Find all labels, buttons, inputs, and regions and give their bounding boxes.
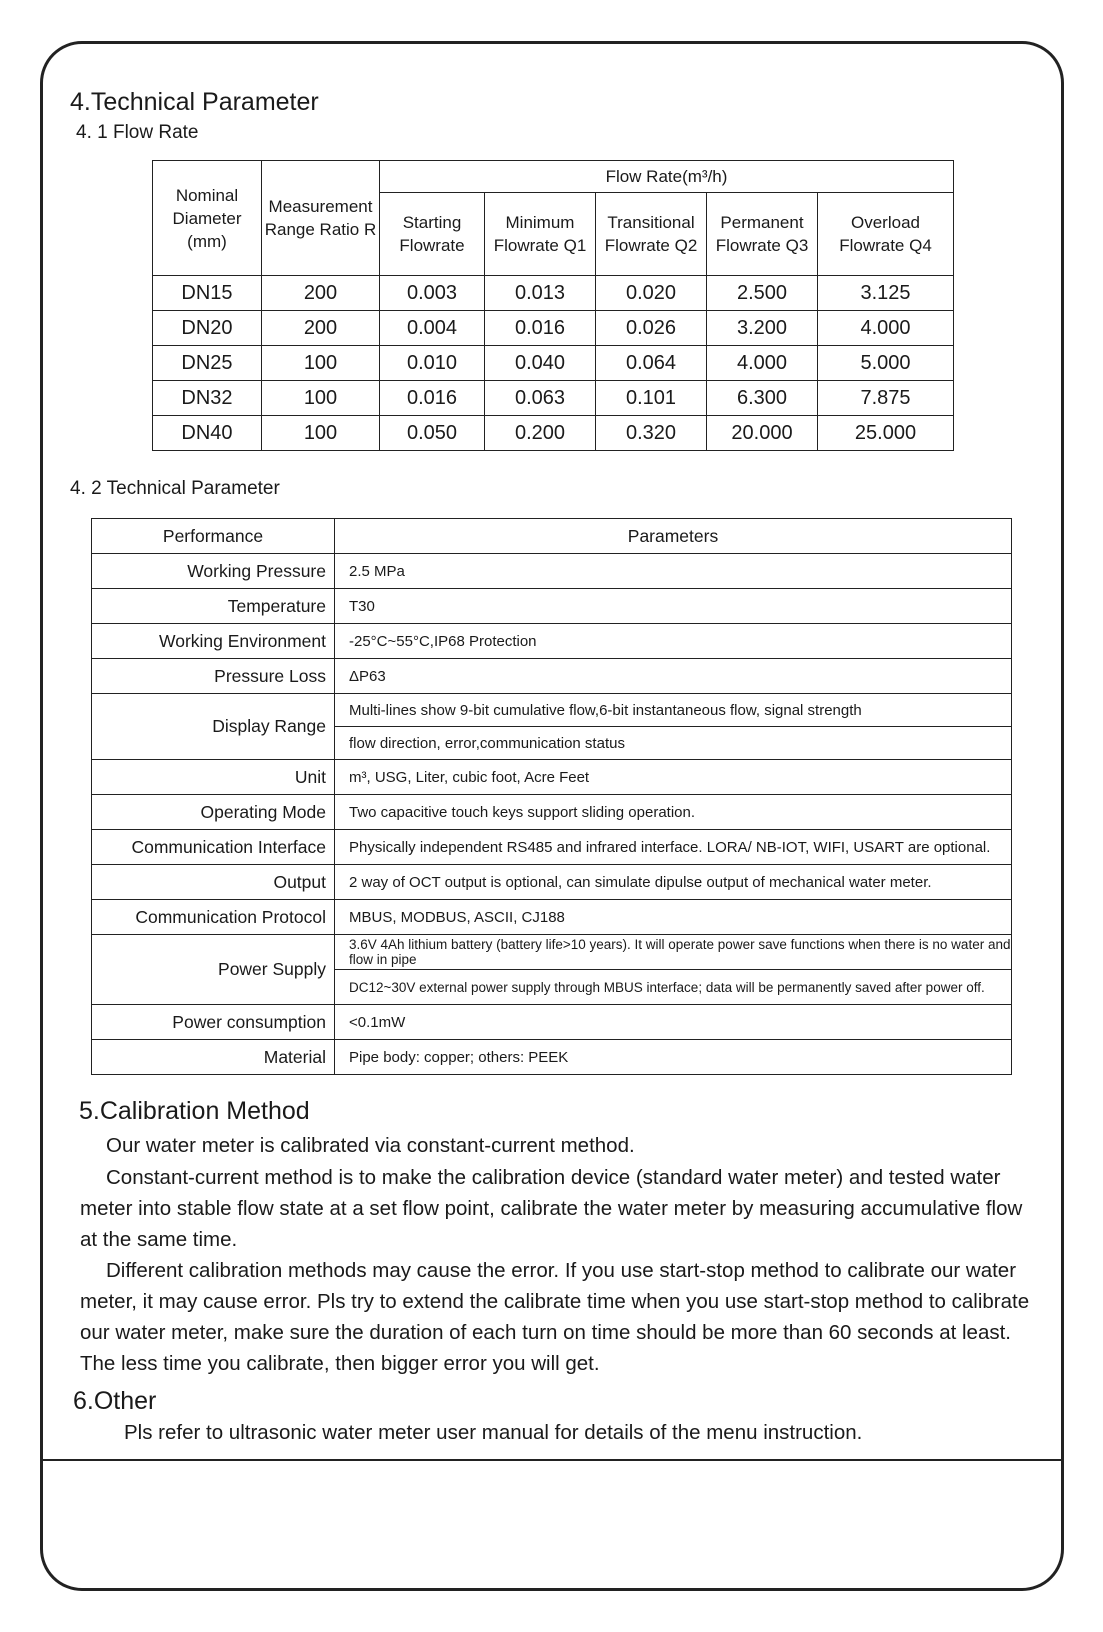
row-value: -25°C~55°C,IP68 Protection (335, 624, 1012, 659)
table-row (92, 900, 1012, 935)
row-label: Temperature (92, 589, 335, 624)
table-cell: 0.026 (596, 311, 707, 346)
row-label: Communication Interface (92, 830, 335, 865)
table-cell: DN40 (153, 416, 262, 451)
table-cell: 0.063 (485, 381, 596, 416)
table-cell: 0.016 (380, 381, 485, 416)
table-cell: 4.000 (818, 311, 954, 346)
header-overload-flowrate: Overload Flowrate Q4 (818, 193, 954, 276)
table-row (153, 276, 954, 311)
row-value: <0.1mW (335, 1005, 1012, 1040)
paragraph (80, 1130, 1040, 1161)
row-value: Physically independent RS485 and infrared interface. LORA/ NB-IOT, WIFI, USART are optional. (335, 830, 1012, 865)
section-5-title: 5.Calibration Method (79, 1097, 310, 1125)
row-value: Pipe body: copper; others: PEEK (335, 1040, 1012, 1075)
table-cell: DN15 (153, 276, 262, 311)
row-label: Display Range (92, 694, 335, 760)
table-cell: 0.040 (485, 346, 596, 381)
row-label: Material (92, 1040, 335, 1075)
table-row (92, 589, 1012, 624)
header-minimum-flowrate: Minimum Flowrate Q1 (485, 193, 596, 276)
table-cell: 20.000 (707, 416, 818, 451)
table-row (92, 1040, 1012, 1075)
table-cell: 100 (262, 416, 380, 451)
table-cell: 2.500 (707, 276, 818, 311)
header-range-ratio: Measurement Range Ratio R (262, 161, 380, 276)
table-row (92, 830, 1012, 865)
row-label: Pressure Loss (92, 659, 335, 694)
table-cell: 6.300 (707, 381, 818, 416)
table-row (92, 659, 1012, 694)
technical-parameter-table (91, 518, 1012, 1075)
table-row (92, 795, 1012, 830)
paragraph-text: Different calibration methods may cause the error. If you use start-stop method to calibrate our water meter, it may cause error. Pls try to extend the calibrate time when you use start-stop method to calibrate our water meter, make sure the duration of each turn on time should be more than 60 seconds at least. The less time you calibrate, then bigger error you will get. (80, 1259, 1030, 1375)
table-row (153, 311, 954, 346)
row-label: Operating Mode (92, 795, 335, 830)
table-cell: DN20 (153, 311, 262, 346)
flow-rate-table (152, 160, 954, 451)
table-cell: 25.000 (818, 416, 954, 451)
row-value: flow direction, error,communication status (335, 727, 1012, 760)
paragraph-text: Pls refer to ultrasonic water meter user manual for details of the menu instruction. (124, 1421, 863, 1444)
table-row (153, 346, 954, 381)
table-cell: 0.320 (596, 416, 707, 451)
table-cell: DN32 (153, 381, 262, 416)
row-label: Working Pressure (92, 554, 335, 589)
row-label: Communication Protocol (92, 900, 335, 935)
header-flow-rate-group: Flow Rate(m³/h) (380, 161, 954, 193)
table-cell: 0.050 (380, 416, 485, 451)
header-starting-flowrate: Starting Flowrate (380, 193, 485, 276)
paragraph (124, 1417, 1024, 1448)
table-cell: 0.064 (596, 346, 707, 381)
table-cell: 4.000 (707, 346, 818, 381)
header-nominal-diameter: Nominal Diameter (mm) (153, 161, 262, 276)
row-value: DC12~30V external power supply through MBUS interface; data will be permanently saved after power off. (335, 970, 1012, 1005)
row-value: 3.6V 4Ah lithium battery (battery life>10 years). It will operate power save functions when there is no water and flow in pipe (335, 935, 1012, 970)
table-cell: 0.020 (596, 276, 707, 311)
row-value: 2.5 MPa (335, 554, 1012, 589)
row-value: Two capacitive touch keys support sliding operation. (335, 795, 1012, 830)
table-cell: 100 (262, 381, 380, 416)
table-cell: 0.200 (485, 416, 596, 451)
paragraph (80, 1162, 1040, 1255)
header-parameters: Parameters (335, 519, 1012, 554)
header-permanent-flowrate: Permanent Flowrate Q3 (707, 193, 818, 276)
row-value: ΔP63 (335, 659, 1012, 694)
table-cell: 0.003 (380, 276, 485, 311)
row-value: MBUS, MODBUS, ASCII, CJ188 (335, 900, 1012, 935)
section-4-1-title: 4. 1 Flow Rate (76, 122, 199, 143)
table-row (92, 760, 1012, 795)
section-6-title: 6.Other (73, 1387, 157, 1415)
table-row (92, 935, 1012, 970)
table-row (92, 694, 1012, 727)
table-cell: 0.016 (485, 311, 596, 346)
header-transitional-flowrate: Transitional Flowrate Q2 (596, 193, 707, 276)
row-label: Output (92, 865, 335, 900)
row-value: m³, USG, Liter, cubic foot, Acre Feet (335, 760, 1012, 795)
header-performance: Performance (92, 519, 335, 554)
section-4-title: 4.Technical Parameter (70, 88, 319, 116)
table-cell: DN25 (153, 346, 262, 381)
table-cell: 100 (262, 346, 380, 381)
table-row (153, 381, 954, 416)
section-4-2-title: 4. 2 Technical Parameter (70, 478, 280, 499)
paragraph-text: Our water meter is calibrated via constant-current method. (106, 1134, 635, 1157)
row-label: Power Supply (92, 935, 335, 1005)
table-cell: 200 (262, 276, 380, 311)
table-cell: 0.010 (380, 346, 485, 381)
table-cell: 200 (262, 311, 380, 346)
paragraph (80, 1255, 1040, 1379)
table-cell: 0.013 (485, 276, 596, 311)
table-cell: 3.125 (818, 276, 954, 311)
table-row (153, 416, 954, 451)
row-label: Unit (92, 760, 335, 795)
table-row (92, 1005, 1012, 1040)
row-label: Power consumption (92, 1005, 335, 1040)
table-row (92, 554, 1012, 589)
row-value: 2 way of OCT output is optional, can simulate dipulse output of mechanical water meter. (335, 865, 1012, 900)
row-label: Working Environment (92, 624, 335, 659)
footer-divider (40, 1459, 1064, 1461)
row-value: T30 (335, 589, 1012, 624)
table-cell: 7.875 (818, 381, 954, 416)
table-row (92, 624, 1012, 659)
table-cell: 0.101 (596, 381, 707, 416)
table-cell: 0.004 (380, 311, 485, 346)
paragraph-text: Constant-current method is to make the calibration device (standard water meter) and tested water meter into stable flow state at a set flow point, calibrate the water meter by measuring accumulative flow at the same time. (80, 1166, 1023, 1251)
row-value: Multi-lines show 9-bit cumulative flow,6-bit instantaneous flow, signal strength (335, 694, 1012, 727)
table-cell: 5.000 (818, 346, 954, 381)
table-row (92, 865, 1012, 900)
table-cell: 3.200 (707, 311, 818, 346)
